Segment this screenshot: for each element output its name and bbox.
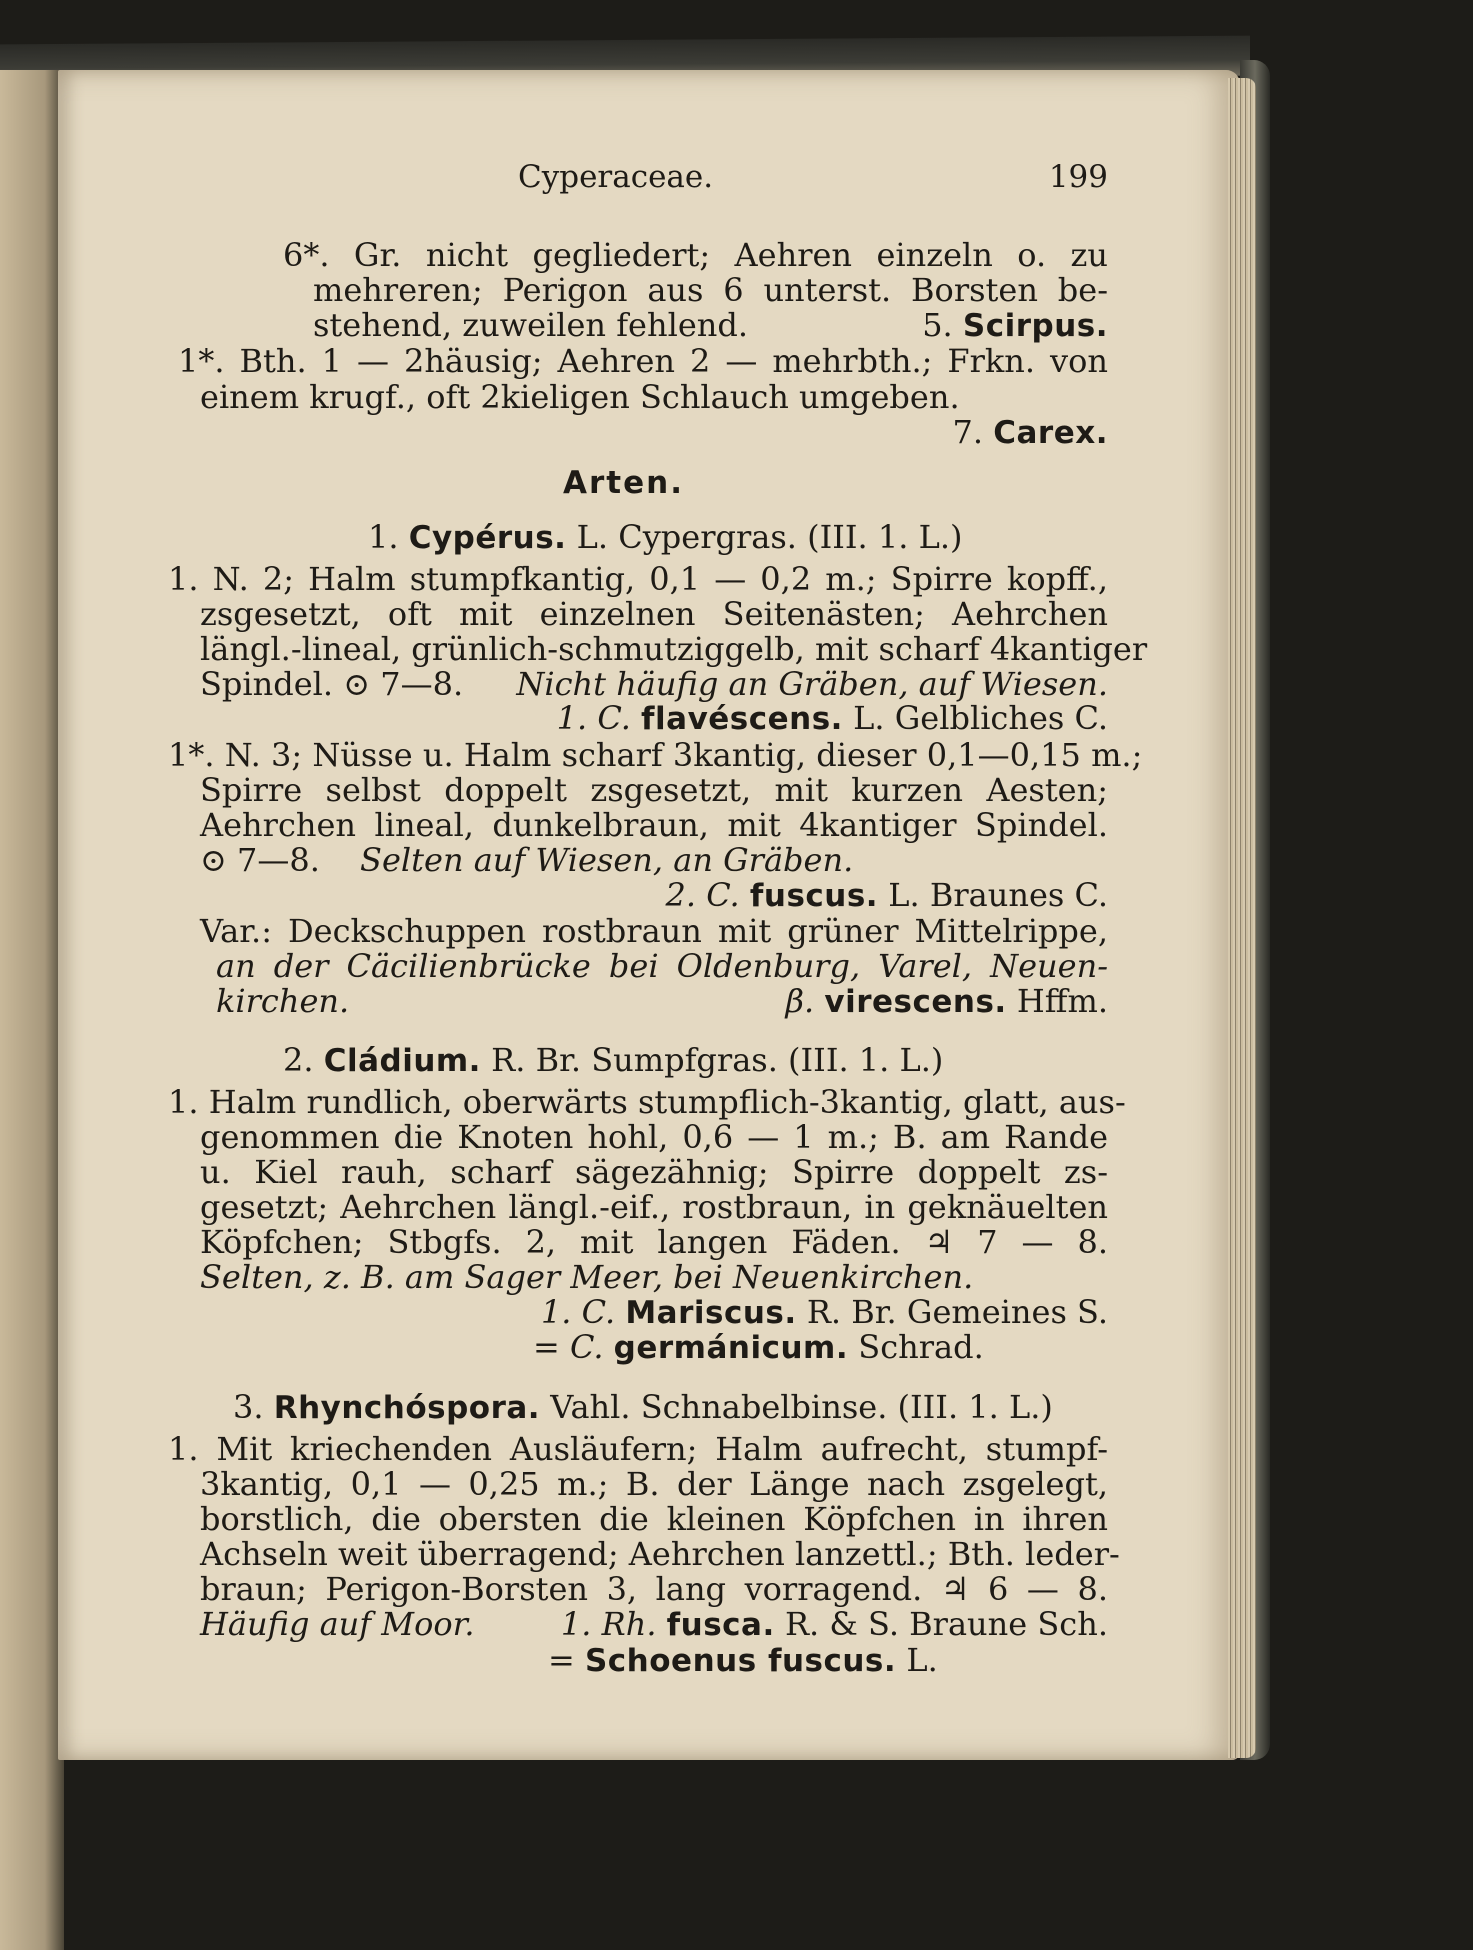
species-line: 2. C. fuscus. L. Braunes C. (665, 876, 1108, 914)
genus-name: Rhynchóspora. (273, 1390, 541, 1426)
genus-name: Cypérus. (408, 520, 567, 556)
description-line: u. Kiel rauh, scharf sägezähnig; Spirre doppelt zs- (200, 1153, 1108, 1191)
description-line: Köpfchen; Stbgfs. 2, mit langen Fäden. ♃ 7 — 8. (200, 1223, 1108, 1261)
key-line: 1*. Bth. 1 — 2häusig; Aehren 2 — mehrbth.; Frkn. von (178, 342, 1108, 380)
key-line: einem krugf., oft 2kieligen Schlauch umgeben. (200, 378, 960, 416)
habitat-note: Häufig auf Moor. (200, 1605, 475, 1643)
key-number: 5. (922, 306, 953, 344)
species-line: 1. C. flavéscens. L. Gelbliches C. (556, 699, 1108, 737)
genus-heading: 1. Cypérus. L. Cypergras. (III. 1. L.) (368, 518, 963, 556)
description-line: ⊙ 7—8. Selten auf Wiesen, an Gräben. (200, 841, 854, 879)
description-line: Aehrchen lineal, dunkelbraun, mit 4kantiger Spindel. (200, 806, 1108, 844)
description-line: 1. Mit kriechenden Ausläufern; Halm aufrecht, stumpf- (168, 1430, 1108, 1468)
synonym-name: germánicum. (613, 1330, 849, 1366)
section-heading: Arten. (563, 465, 684, 501)
species-line: Häufig auf Moor. 1. Rh. fusca. R. & S. Braune Sch. (200, 1605, 1108, 1643)
page-number: 199 (1048, 159, 1108, 195)
synonym-name: Schoenus fuscus. (584, 1643, 897, 1679)
habitat-note: Nicht häufig an Gräben, auf Wiesen. (516, 665, 1108, 703)
species-name: fuscus. (749, 878, 879, 914)
description-line: längl.-lineal, grünlich-schmutziggelb, mit scharf 4kantiger (200, 630, 1148, 668)
description-line: Achseln weit überragend; Aehrchen lanzettl.; Bth. leder- (200, 1535, 1120, 1573)
page-stack-edge (1228, 78, 1256, 1758)
habitat-note: Selten, z. B. am Sager Meer, bei Neuenkirchen. (200, 1258, 974, 1296)
description-line: 1. N. 2; Halm stumpfkantig, 0,1 — 0,2 m.; Spirre kopff., (168, 560, 1108, 598)
key-line (188, 415, 1108, 451)
description-line: borstlich, die obersten die kleinen Köpfchen in ihren (200, 1500, 1108, 1538)
synonym-line: = Schoenus fuscus. L. (548, 1641, 938, 1679)
genus-heading: 2. Cládium. R. Br. Sumpfgras. (III. 1. L.) (283, 1041, 944, 1079)
description-line: Spindel. ⊙ 7—8. Nicht häufig an Gräben, auf Wiesen. (200, 665, 1108, 703)
description-line: zsgesetzt, oft mit einzelnen Seitenästen; Aehrchen (200, 595, 1108, 633)
description-line: gesetzt; Aehrchen längl.-eif., rostbraun, in geknäuelten (200, 1188, 1108, 1226)
species-name: flavéscens. (641, 701, 843, 737)
description-line: 1. Halm rundlich, oberwärts stumpflich-3kantig, glatt, aus- (168, 1083, 1126, 1121)
genus-name: Cládium. (323, 1043, 481, 1079)
genus-ref: Scirpus. (962, 308, 1108, 344)
species-name: Mariscus. (625, 1295, 797, 1331)
description-line: 1*. N. 3; Nüsse u. Halm scharf 3kantig, dieser 0,1—0,15 m.; (168, 736, 1143, 774)
variety-line: kirchen. β. virescens. Hffm. (216, 982, 1108, 1020)
key-line (313, 308, 1108, 343)
habitat-note: Selten auf Wiesen, an Gräben. (360, 841, 854, 879)
synonym-line: = C. germánicum. Schrad. (533, 1328, 984, 1366)
description-line: 3kantig, 0,1 — 0,25 m.; B. der Länge nach zsgelegt, (200, 1465, 1108, 1503)
key-text: stehend, zuweilen fehlend. (313, 306, 749, 344)
variety-line: an der Cäcilienbrücke bei Oldenburg, Varel, Neuen- (216, 947, 1108, 985)
key-number: 7. (952, 413, 984, 451)
key-line: 6*. Gr. nicht gegliedert; Aehren einzeln o. zu (283, 236, 1108, 274)
description-line: braun; Perigon-Borsten 3, lang vorragend. ♃ 6 — 8. (200, 1570, 1108, 1608)
variety-line: Var.: Deckschuppen rostbraun mit grüner Mittelrippe, (200, 912, 1108, 950)
description-line: Spirre selbst doppelt zsgesetzt, mit kurzen Aesten; (200, 771, 1108, 809)
facing-page-edge (0, 70, 64, 1950)
genus-ref: Carex. (993, 415, 1108, 451)
description-line: genommen die Knoten hohl, 0,6 — 1 m.; B. am Rande (200, 1118, 1108, 1156)
species-line: 1. C. Mariscus. R. Br. Gemeines S. (540, 1293, 1108, 1331)
key-line: mehreren; Perigon aus 6 unterst. Borsten be- (313, 271, 1108, 309)
species-name: fusca. (666, 1607, 775, 1643)
genus-heading: 3. Rhynchóspora. Vahl. Schnabelbinse. (III. 1. L.) (233, 1388, 1053, 1426)
variety-name: virescens. (824, 984, 1007, 1020)
running-title: Cyperaceae. (518, 159, 714, 195)
